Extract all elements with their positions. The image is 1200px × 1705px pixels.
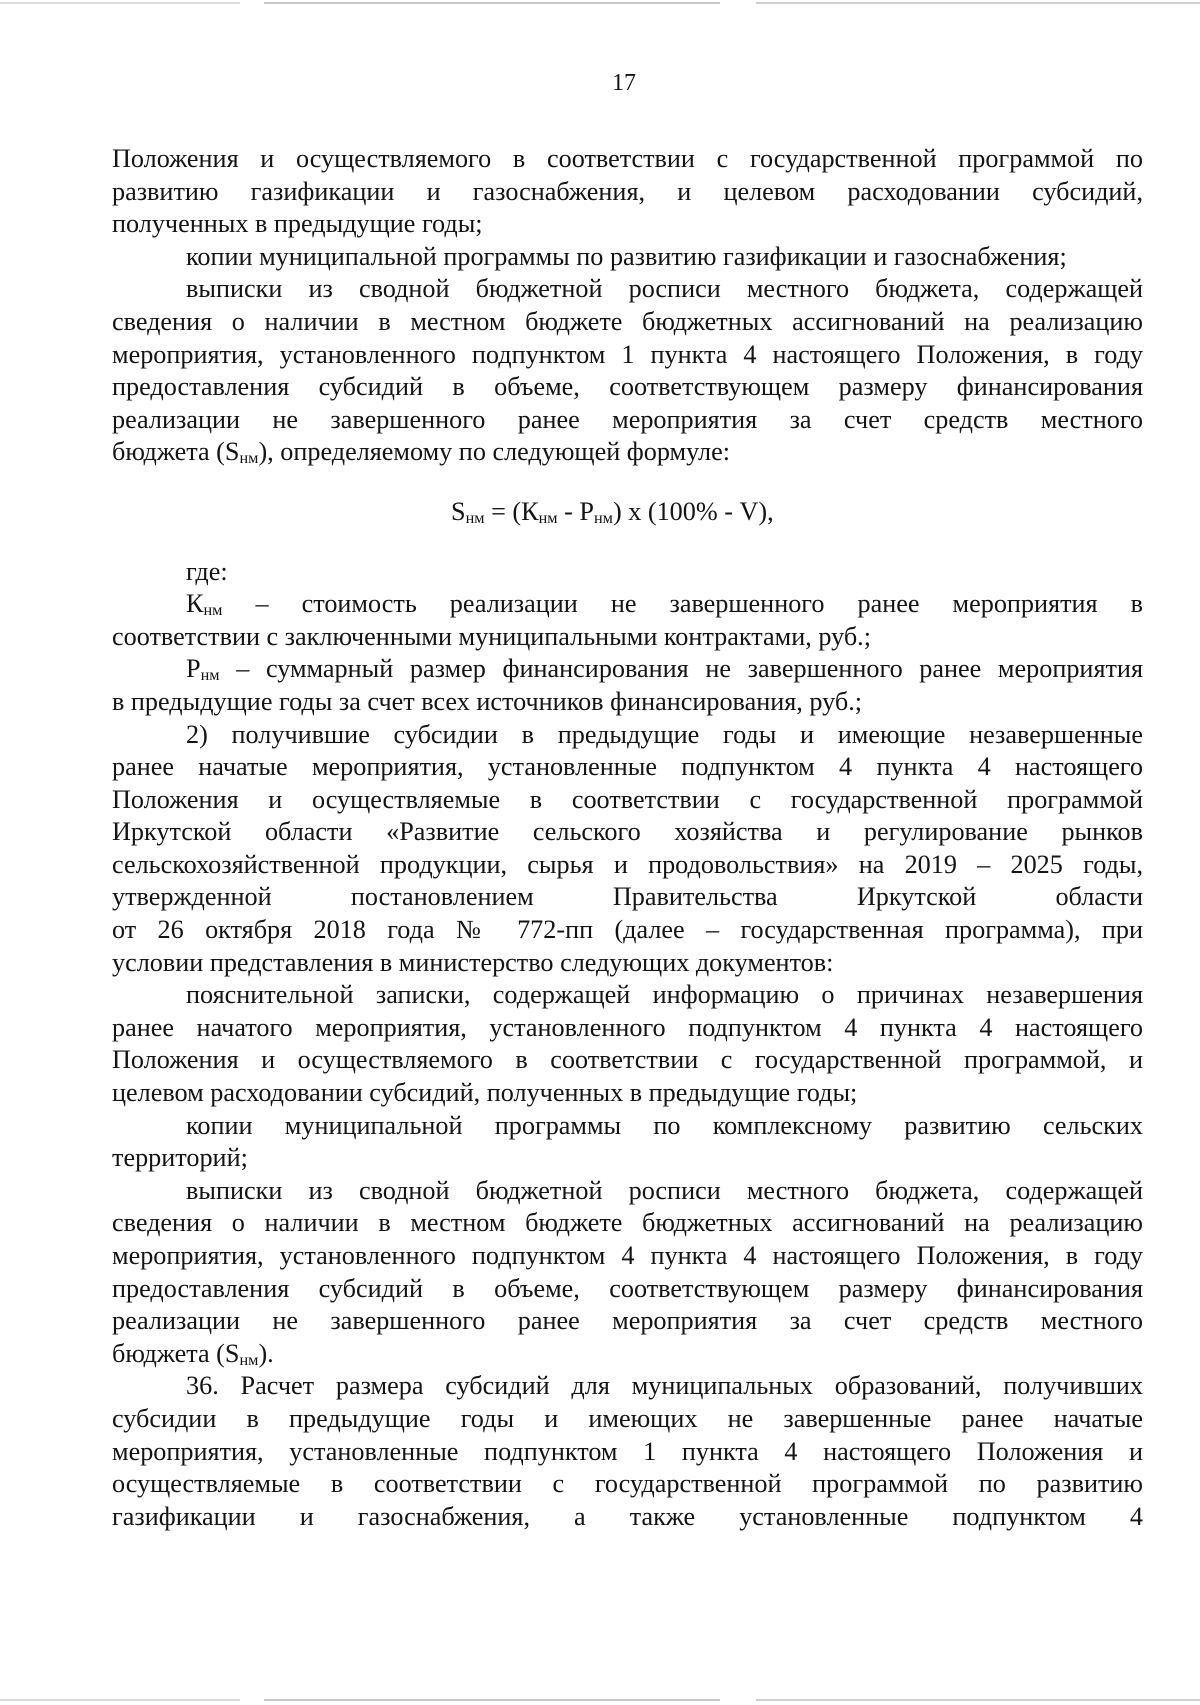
paragraph-line: условии представления в министерство следующих документов:: [112, 947, 834, 977]
paragraph-line: субсидии в предыдущие годы и имеющих не завершенные ранее начатые: [112, 1403, 1143, 1433]
paragraph-line: ранее начатого мероприятия, установленного подпунктом 4 пункта 4 настоящего: [112, 1012, 1143, 1042]
paragraph-line: Положения и осуществляемого в соответствии с государственной программой, и: [112, 1045, 1143, 1075]
text-run: Р: [186, 654, 201, 684]
subscript: нм: [593, 509, 613, 528]
paragraph-line: 36. Расчет размера субсидий для муниципальных образований, получивших: [186, 1371, 1143, 1401]
paragraph-line: целевом расходовании субсидий, полученных в предыдущие годы;: [112, 1078, 858, 1108]
paragraph-line: предоставления субсидий в объеме, соответствующем размеру финансирования: [112, 1273, 1143, 1303]
subscript: нм: [239, 1351, 259, 1370]
text-run: К: [186, 589, 204, 619]
paragraph-line: утвержденной постановлением Правительства Иркутской области: [112, 882, 1143, 912]
paragraph-line: выписки из сводной бюджетной росписи местного бюджета, содержащей: [186, 274, 1143, 304]
text-run: бюджета (S: [112, 1338, 240, 1368]
definition-r: [112, 653, 1143, 686]
paragraph-line: в предыдущие годы за счет всех источников финансирования, руб.;: [112, 686, 863, 716]
paragraph-line: Положения и осуществляемого в соответствии с государственной программой по: [112, 144, 1143, 173]
paragraph-line: развитию газификации и газоснабжения, и целевом расходовании субсидий,: [112, 176, 1143, 206]
paragraph-line: территорий;: [112, 1143, 248, 1173]
paragraph-line-with-subscript: [112, 1338, 1143, 1371]
formula-part: - Р: [557, 496, 594, 526]
scan-edge-bottom: [0, 1699, 1200, 1701]
paragraph-line: сведения о наличии в местном бюджете бюджетных ассигнований на реализацию: [112, 306, 1143, 336]
paragraph-line: пояснительной записки, содержащей информацию о причинах незавершения: [186, 980, 1143, 1010]
subscript: нм: [200, 666, 220, 685]
text-run: бюджета (S: [112, 437, 240, 467]
subscript: нм: [538, 509, 558, 528]
subscript: нм: [239, 449, 259, 468]
paragraph-line-with-subscript: [112, 436, 1143, 469]
formula-part: ) х (100% - V),: [612, 496, 774, 526]
paragraph-line: реализации не завершенного ранее мероприятия за счет средств местного: [112, 404, 1143, 434]
scan-edge-top: [0, 2, 1200, 4]
paragraph-line: Иркутской области «Развитие сельского хозяйства и регулирование рынков: [112, 817, 1143, 847]
definition-k: [112, 588, 1143, 621]
formula: [112, 496, 1143, 529]
formula-s: S: [451, 496, 466, 526]
paragraph-line: соответствии с заключенными муниципальными контрактами, руб.;: [112, 621, 871, 651]
document-body: [112, 143, 1143, 1533]
paragraph-line: 2) получившие субсидии в предыдущие годы и имеющие незавершенные: [186, 719, 1143, 749]
subscript: нм: [465, 509, 485, 528]
paragraph-line: предоставления субсидий в объеме, соответствующем размеру финансирования: [112, 372, 1143, 402]
paragraph-line: мероприятия, установленного подпунктом 1 пункта 4 настоящего Положения, в году: [112, 339, 1143, 369]
paragraph-line: копии муниципальной программы по комплексному развитию сельских: [186, 1110, 1143, 1140]
text-run: ).: [258, 1338, 274, 1368]
paragraph-line: выписки из сводной бюджетной росписи местного бюджета, содержащей: [186, 1175, 1143, 1205]
paragraph-line: полученных в предыдущие годы;: [112, 209, 483, 239]
paragraph-line: осуществляемые в соответствии с государственной программой по развитию: [112, 1469, 1143, 1499]
paragraph-line: мероприятия, установленные подпунктом 1 пункта 4 настоящего Положения и: [112, 1436, 1143, 1466]
paragraph-line: сведения о наличии в местном бюджете бюджетных ассигнований на реализацию: [112, 1208, 1143, 1238]
formula-part: = (К: [484, 496, 539, 526]
subscript: нм: [203, 601, 223, 620]
where-label: где:: [186, 556, 228, 586]
paragraph-line: копии муниципальной программы по развитию газификации и газоснабжения;: [186, 241, 1067, 271]
paragraph-line: реализации не завершенного ранее мероприятия за счет средств местного: [112, 1306, 1143, 1336]
text-run: – стоимость реализации не завершенного ранее мероприятия в: [222, 589, 1143, 619]
text-run: – суммарный размер финансирования не завершенного ранее мероприятия: [219, 654, 1143, 684]
text-run: ), определяемому по следующей формуле:: [258, 437, 731, 467]
paragraph-line: Положения и осуществляемые в соответствии с государственной программой: [112, 784, 1143, 814]
paragraph-line: ранее начатые мероприятия, установленные подпунктом 4 пункта 4 настоящего: [112, 752, 1143, 782]
paragraph-line: сельскохозяйственной продукции, сырья и продовольствия» на 2019 – 2025 годы,: [112, 849, 1143, 879]
page-number: 17: [612, 70, 636, 96]
paragraph-line: от 26 октября 2018 года № 772-пп (далее – государственная программа), при: [112, 915, 1143, 945]
paragraph-line: газификации и газоснабжения, а также установленные подпунктом 4: [112, 1501, 1143, 1531]
paragraph-line: мероприятия, установленного подпунктом 4 пункта 4 настоящего Положения, в году: [112, 1241, 1143, 1270]
